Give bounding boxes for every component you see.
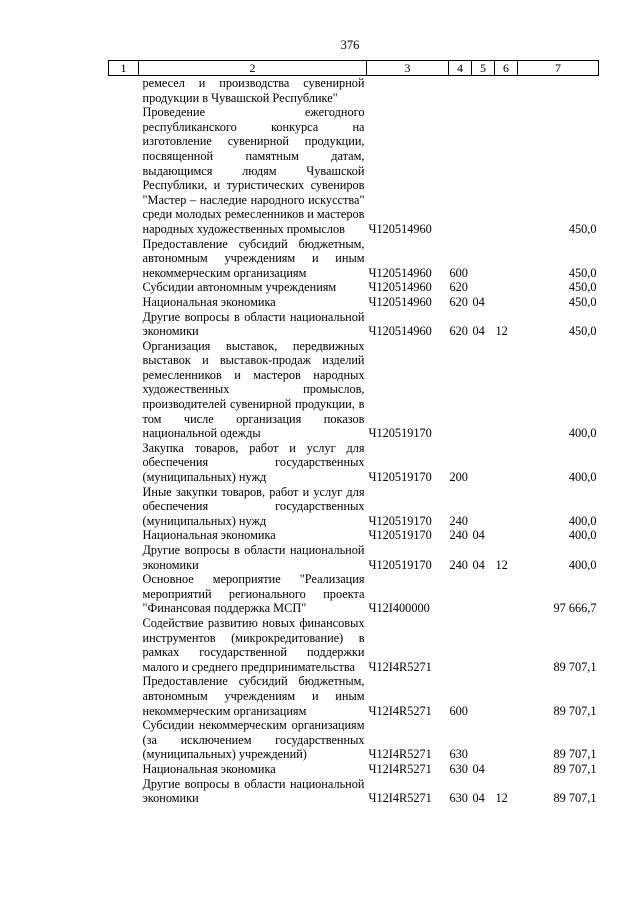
row-expense-type: 200: [449, 470, 468, 485]
row-target-code: Ч120519170: [368, 513, 432, 528]
row-cell-blank: [109, 237, 139, 281]
row-name: Предоставление субсидий бюджетным, автономным учреждениям и иным некоммерческим организациям: [142, 236, 365, 280]
row-cell-blank: [109, 295, 139, 310]
row-name: ремесел и производства сувенирной продукции в Чувашской Республике": [142, 76, 365, 105]
row-subsection: [495, 485, 518, 529]
row-subsection: [495, 339, 518, 441]
row-cell-blank: [109, 543, 139, 572]
row-cell-blank: [109, 528, 139, 543]
row-target-code: Ч120519170: [368, 470, 432, 485]
row-cell-blank: [109, 762, 139, 777]
row-expense-type: 630: [449, 761, 468, 776]
row-name: Организация выставок, передвижных выставок и выставок-продаж изделий ремесленников и мастеров народных художественных промыслов, производителей сувенирной продукции, в том числе организация показов национальной одежды: [142, 338, 365, 441]
row-section: [472, 339, 495, 441]
row-section: [472, 718, 495, 762]
row-amount: 400,0: [568, 557, 597, 572]
row-cell-blank: [109, 280, 139, 295]
row-expense-type: [449, 105, 472, 236]
row-target-code: Ч12I4R5271: [368, 747, 432, 762]
row-amount: 97 666,7: [553, 601, 597, 616]
row-subsection: [495, 674, 518, 718]
row-target-code: Ч120514960: [368, 265, 432, 280]
row-amount: 450,0: [568, 221, 597, 236]
row-subsection: 12: [495, 324, 508, 339]
row-expense-type: 630: [449, 791, 468, 806]
row-expense-type: 600: [449, 703, 468, 718]
row-name: Проведение ежегодного республиканского конкурса на изготовление сувенирной продукции, посвященной памятным датам, выдающимся людям Чувашской Республики, и туристических сувениров "Мастер – наследие народного искусства" среди молодых ремесленников и мастеров народных художественных промыслов: [142, 105, 365, 236]
row-target-code: Ч12I4R5271: [368, 791, 432, 806]
row-cell-blank: [109, 674, 139, 718]
row-amount: 89 707,1: [553, 761, 597, 776]
row-name: Другие вопросы в области национальной экономики: [142, 543, 365, 572]
row-amount: 89 707,1: [553, 703, 597, 718]
row-name: Другие вопросы в области национальной экономики: [142, 309, 365, 339]
row-expense-type: [449, 616, 472, 674]
row-expense-type: [449, 339, 472, 441]
row-cell-blank: [109, 310, 139, 339]
budget-table: [108, 60, 599, 806]
row-section: [472, 76, 495, 106]
row-target-code: Ч120514960: [368, 280, 432, 295]
row-subsection: 12: [495, 557, 508, 572]
row-name: Закупка товаров, работ и услуг для обеспечения государственных (муниципальных) нужд: [142, 440, 365, 485]
row-cell-blank: [109, 616, 139, 674]
table-row: [109, 237, 599, 281]
row-expense-type: 620: [449, 324, 468, 339]
row-amount: 89 707,1: [553, 791, 597, 806]
row-name: Другие вопросы в области национальной экономики: [142, 776, 365, 806]
row-target-code: [367, 76, 449, 106]
row-amount: 450,0: [568, 280, 597, 295]
row-subsection: [495, 718, 518, 762]
row-expense-type: [449, 76, 472, 106]
row-amount: 450,0: [568, 265, 597, 280]
row-cell-blank: [109, 572, 139, 616]
row-cell-blank: [109, 105, 139, 236]
column-header-2: 2: [139, 61, 367, 76]
row-section: 04: [472, 528, 485, 543]
row-expense-type: 620: [449, 294, 468, 309]
row-subsection: [495, 528, 518, 543]
row-section: [472, 441, 495, 485]
row-subsection: [495, 105, 518, 236]
table-row: [109, 572, 599, 616]
row-subsection: 12: [495, 791, 508, 806]
row-target-code: Ч12I4R5271: [368, 761, 432, 776]
table-row: [109, 528, 599, 543]
row-expense-type: 620: [449, 280, 468, 295]
row-name: Содействие развитию новых финансовых инструментов (микрокредитование) в рамках государственной поддержки малого и среднего предпринимательства: [142, 615, 365, 674]
row-amount: 400,0: [568, 513, 597, 528]
row-name: Национальная экономика: [142, 528, 276, 543]
row-section: [472, 616, 495, 674]
row-section: [472, 572, 495, 616]
row-amount: 89 707,1: [553, 659, 597, 674]
row-amount: 400,0: [568, 470, 597, 485]
row-name: Иные закупки товаров, работ и услуг для обеспечения государственных (муниципальных) нужд: [142, 484, 365, 528]
row-expense-type: [449, 572, 472, 616]
column-header-7: 7: [518, 61, 599, 76]
row-section: [472, 280, 495, 295]
table-header-row: [109, 61, 599, 76]
row-name: Основное мероприятие "Реализация мероприятий регионального проекта "Финансовая поддержка МСП": [142, 572, 365, 616]
row-cell-blank: [109, 718, 139, 762]
column-header-4: 4: [449, 61, 472, 76]
row-subsection: [495, 76, 518, 106]
row-target-code: Ч120519170: [368, 426, 432, 441]
row-subsection: [495, 762, 518, 777]
column-header-6: 6: [495, 61, 518, 76]
table-row: [109, 777, 599, 806]
row-section: 04: [472, 324, 485, 339]
row-expense-type: 240: [449, 528, 468, 543]
row-amount: [518, 76, 599, 106]
row-subsection: [495, 572, 518, 616]
row-cell-blank: [109, 339, 139, 441]
table-row: [109, 485, 599, 529]
table-row: [109, 762, 599, 777]
row-cell-blank: [109, 76, 139, 106]
table-row: [109, 105, 599, 236]
row-name: Национальная экономика: [142, 294, 276, 309]
row-section: 04: [472, 761, 485, 776]
table-row: [109, 616, 599, 674]
row-amount: 450,0: [568, 294, 597, 309]
table-row: [109, 310, 599, 339]
row-name: Национальная экономика: [142, 761, 276, 776]
row-subsection: [495, 295, 518, 310]
table-row: [109, 718, 599, 762]
row-name: Субсидии автономным учреждениям: [142, 280, 337, 295]
row-target-code: Ч120514960: [368, 324, 432, 339]
row-cell-blank: [109, 441, 139, 485]
row-target-code: Ч12I4R5271: [368, 703, 432, 718]
table-row: [109, 295, 599, 310]
table-row: [109, 339, 599, 441]
row-subsection: [495, 441, 518, 485]
row-section: [472, 237, 495, 281]
row-section: [472, 485, 495, 529]
row-cell-blank: [109, 485, 139, 529]
row-target-code: Ч120514960: [368, 294, 432, 309]
row-amount: 400,0: [568, 426, 597, 441]
row-amount: 450,0: [568, 324, 597, 339]
row-expense-type: 630: [449, 747, 468, 762]
row-subsection: [495, 237, 518, 281]
column-header-5: 5: [472, 61, 495, 76]
row-target-code: Ч120519170: [368, 557, 432, 572]
table-row: [109, 674, 599, 718]
row-section: 04: [472, 294, 485, 309]
table-row: [109, 76, 599, 106]
row-subsection: [495, 280, 518, 295]
row-subsection: [495, 616, 518, 674]
row-expense-type: 240: [449, 513, 468, 528]
row-cell-blank: [109, 777, 139, 806]
row-target-code: Ч120519170: [368, 528, 432, 543]
row-amount: 400,0: [568, 528, 597, 543]
row-name: Предоставление субсидий бюджетным, автономным учреждениям и иным некоммерческим организациям: [142, 674, 365, 718]
row-name: Субсидии некоммерческим организациям (за исключением государственных (муниципальных) учреждений): [142, 718, 365, 762]
row-target-code: Ч12I4R5271: [368, 659, 432, 674]
row-section: 04: [472, 791, 485, 806]
row-section: [472, 105, 495, 236]
column-header-1: 1: [109, 61, 139, 76]
table-row: [109, 280, 599, 295]
page-number: 376: [340, 38, 360, 52]
row-expense-type: 240: [449, 557, 468, 572]
row-target-code: Ч12I400000: [368, 601, 430, 616]
row-section: [472, 674, 495, 718]
row-target-code: Ч120514960: [368, 221, 432, 236]
row-section: 04: [472, 557, 485, 572]
column-header-3: 3: [367, 61, 449, 76]
table-row: [109, 543, 599, 572]
row-amount: 89 707,1: [553, 747, 597, 762]
table-row: [109, 441, 599, 485]
row-expense-type: 600: [449, 265, 468, 280]
